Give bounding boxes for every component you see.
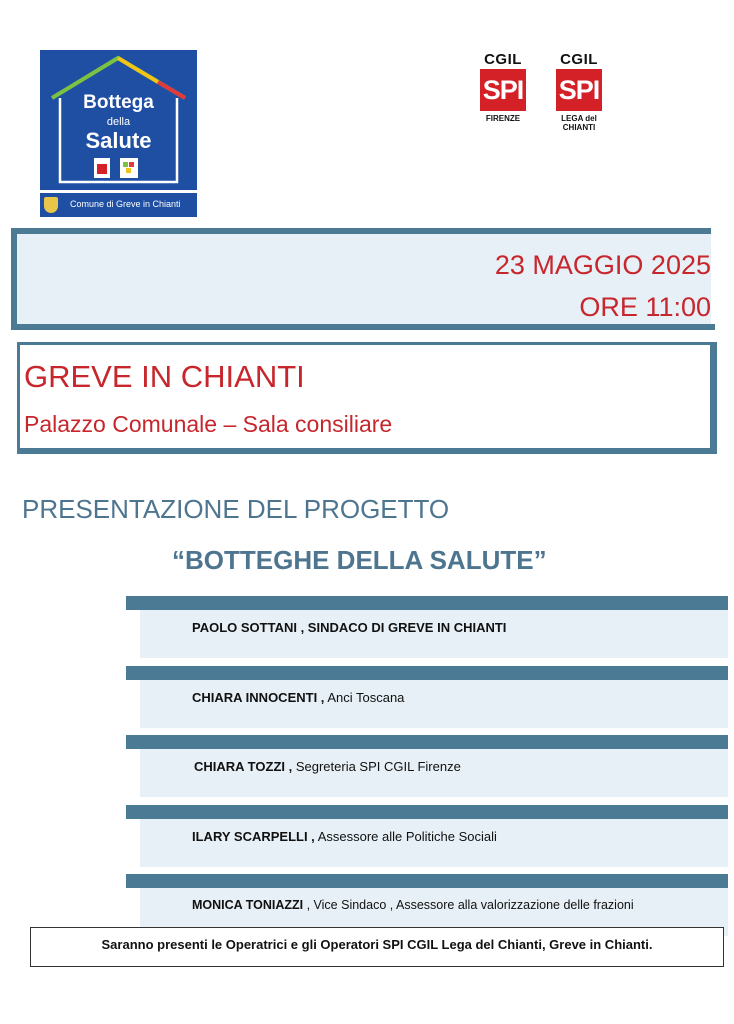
speaker-text (192, 690, 404, 705)
footer-note: Saranno presenti le Operatrici e gli Operatori SPI CGIL Lega del Chianti, Greve in Chianti. (101, 937, 653, 952)
row-bar (126, 735, 728, 749)
speaker-role: Assessore alle Politiche Sociali (317, 829, 497, 844)
comune-crest-icon (44, 197, 58, 213)
cgil-spi-firenze-logo (478, 52, 528, 123)
date-panel-shadow (11, 324, 715, 330)
cgil-label: CGIL (560, 51, 598, 68)
speaker-row (126, 805, 728, 867)
speaker-row (126, 735, 728, 797)
cgil-spi-chianti-logo (554, 52, 604, 132)
partner-logo-icon (94, 158, 110, 178)
spi-label: SPI (480, 69, 526, 111)
comune-label: Comune di Greve in Chianti (70, 199, 181, 209)
speaker-row (126, 666, 728, 728)
speaker-name: CHIARA INNOCENTI , (192, 690, 325, 705)
event-time: ORE 11:00 (579, 292, 711, 322)
venue-panel (17, 342, 717, 454)
row-bar (126, 596, 728, 610)
date-panel (11, 228, 711, 328)
event-venue: Palazzo Comunale – Sala consiliare (24, 411, 393, 437)
anci-logo-icon (120, 158, 138, 178)
cgil-firenze-label: FIRENZE (485, 114, 521, 123)
event-town: GREVE IN CHIANTI (24, 359, 305, 394)
row-bar (126, 805, 728, 819)
logo-text-salute: Salute (85, 128, 152, 153)
event-date: 23 MAGGIO 2025 (494, 250, 711, 280)
row-body (140, 819, 728, 867)
project-name: “BOTTEGHE DELLA SALUTE” (172, 545, 547, 575)
speaker-role: Anci Toscana (327, 690, 405, 705)
bottega-della-salute-logo (40, 50, 197, 190)
speaker-text (192, 620, 506, 635)
speaker-role: Segreteria SPI CGIL Firenze (295, 759, 461, 774)
row-body (140, 610, 728, 658)
cgil-chianti-label: LEGA del CHIANTI (561, 114, 597, 132)
logo-text-bottega: Bottega (83, 92, 154, 113)
speaker-role: , Vice Sindaco , Assessore alla valorizzazione delle frazioni (306, 898, 634, 912)
row-body (140, 749, 728, 797)
speaker-text (192, 898, 634, 912)
footer-note-box (30, 927, 724, 967)
speaker-text (194, 759, 461, 774)
row-bar (126, 666, 728, 680)
date-time-block (495, 244, 711, 328)
speaker-name: PAOLO SOTTANI , SINDACO DI GREVE IN CHIANTI (192, 620, 507, 635)
speaker-name: MONICA TONIAZZI (192, 898, 304, 912)
speaker-row (126, 596, 728, 658)
logo-text-della: della (106, 116, 131, 128)
speaker-text (192, 829, 497, 844)
row-bar (126, 874, 728, 888)
row-body (140, 680, 728, 728)
speaker-name: ILARY SCARPELLI , (192, 829, 315, 844)
comune-banner (40, 193, 197, 217)
presentation-title: PRESENTAZIONE DEL PROGETTO (22, 494, 450, 524)
spi-label: SPI (556, 69, 602, 111)
cgil-label: CGIL (484, 51, 522, 68)
speaker-name: CHIARA TOZZI , (194, 759, 293, 774)
